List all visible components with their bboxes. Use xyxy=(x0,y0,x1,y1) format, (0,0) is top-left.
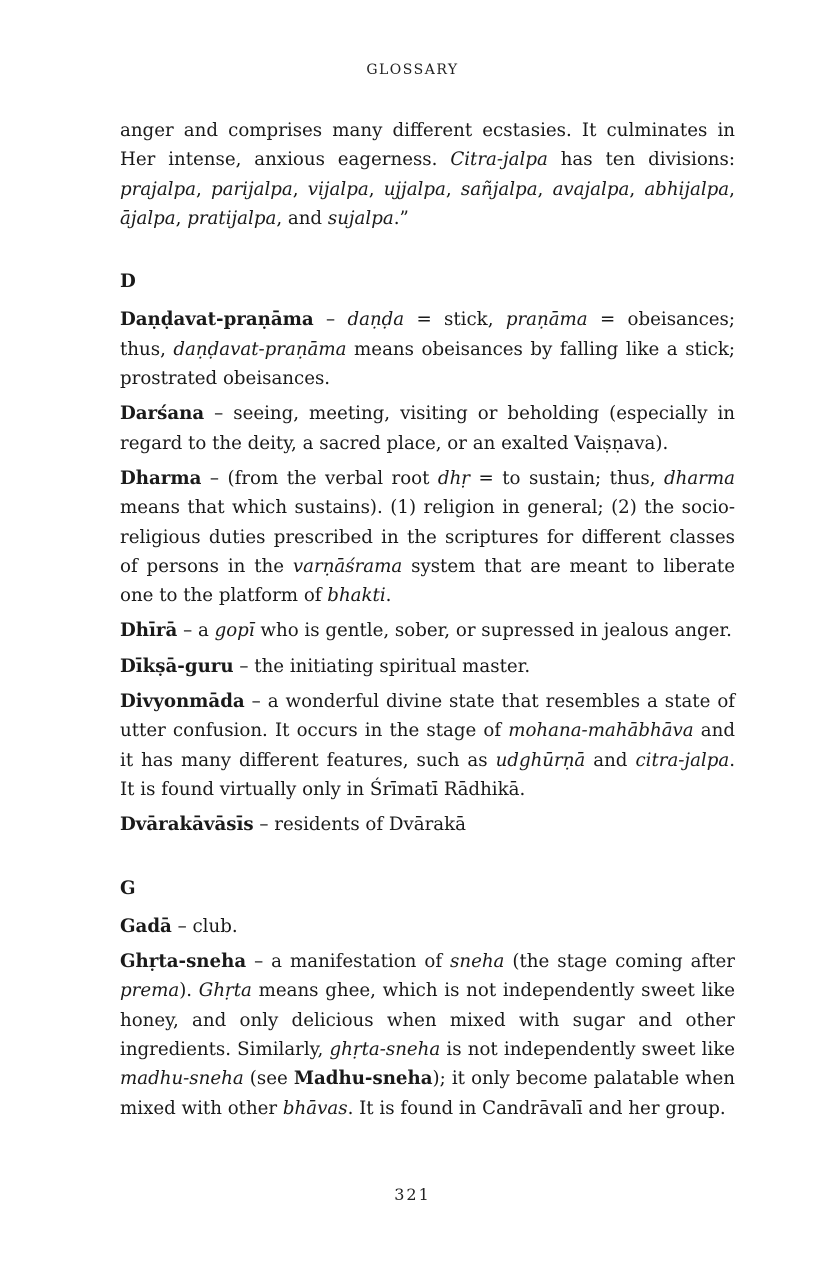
term-italic: mohana-mahābhāva xyxy=(508,720,694,742)
entry-ghrta-sneha xyxy=(120,947,735,1123)
text: means obeisances by falling like a stick; prostrated obeisances. xyxy=(120,338,735,390)
term-italic: bhāvas xyxy=(282,1097,348,1119)
term-italic: udghūrṇā xyxy=(495,749,586,771)
term-italic: madhu-sneha xyxy=(120,1068,244,1090)
term-italic: citra-jalpa xyxy=(635,749,730,771)
term-italic: gopī xyxy=(214,620,255,642)
term-italic: Ghṛta xyxy=(198,980,252,1002)
term-italic: parijalpa xyxy=(210,178,293,200)
page-number: 321 xyxy=(394,1185,431,1204)
text: , xyxy=(729,178,735,200)
text: (see xyxy=(243,1068,294,1090)
text: = stick, xyxy=(404,309,506,331)
text: – a xyxy=(177,620,215,642)
text: , xyxy=(175,207,188,229)
entry-dvarakavasis xyxy=(120,810,735,839)
term-italic: avajalpa xyxy=(552,178,630,200)
text: – (from the verbal root xyxy=(201,467,438,489)
term-italic: prajalpa xyxy=(120,178,196,200)
text: system that are meant to liberate one to the platform of xyxy=(120,555,735,607)
term-italic: pratijalpa xyxy=(187,207,277,229)
entry-term: Daṇḍavat-praṇāma xyxy=(120,309,314,331)
text: = to sustain; thus, xyxy=(469,467,665,489)
text: and it has many different features, such as xyxy=(120,720,735,771)
text: who is gentle, sober, or supressed in jealous anger. xyxy=(254,620,732,642)
entry-term: Dvārakāvāsīs xyxy=(120,814,254,836)
term-italic: sneha xyxy=(450,951,505,973)
intro-paragraph xyxy=(120,116,735,233)
text: has ten divisions: xyxy=(547,149,735,171)
term-italic: bhakti xyxy=(327,585,386,607)
term-italic: vijalpa xyxy=(307,178,369,200)
term-italic: daṇḍavat-praṇāma xyxy=(173,338,347,360)
entry-term: Gadā xyxy=(120,915,172,937)
term-italic: sujalpa xyxy=(327,207,394,229)
entry-term: Dharma xyxy=(120,467,202,489)
text: , xyxy=(629,178,645,200)
text: is not independently sweet like xyxy=(440,1039,736,1061)
term-italic: dhṛ xyxy=(437,467,470,489)
text: = obeisances; thus, xyxy=(120,309,735,360)
entry-term: Dīkṣā-guru xyxy=(120,655,234,677)
term-italic: ghṛta-sneha xyxy=(329,1039,441,1061)
entry-diksa-guru xyxy=(120,652,735,681)
section-letter-g: G xyxy=(120,877,136,899)
text: – a manifestation of xyxy=(246,951,451,973)
term-italic: daṇḍa xyxy=(347,309,405,331)
running-head: GLOSSARY xyxy=(366,62,459,78)
entry-divyonmada xyxy=(120,687,735,804)
text: . It is found in Candrāvalī and her group. xyxy=(347,1097,726,1119)
term-italic: Citra-jalpa xyxy=(450,149,548,171)
entry-dandavat-pranama xyxy=(120,305,735,393)
entry-term: Divyonmāda xyxy=(120,691,245,713)
text: . It is found virtually only in Śrīmatī Rādhikā. xyxy=(120,749,736,800)
text: ); it only become palatable when mixed with other xyxy=(120,1068,735,1119)
text: (the stage coming after xyxy=(504,951,735,973)
text: – the initiating spiritual master. xyxy=(233,655,531,677)
text: , xyxy=(292,178,308,200)
text: – residents of Dvārakā xyxy=(253,814,466,836)
text: , xyxy=(195,178,211,200)
entry-darsana xyxy=(120,399,735,458)
text: ). xyxy=(179,980,199,1002)
text: anger and comprises many different ecstasies. It culminates in Her intense, anxious eagerness. xyxy=(120,120,735,171)
entry-dhira xyxy=(120,616,735,645)
text: means ghee, which is not independently sweet like honey, and only delicious when mixed with sugar and other ingredients. Similarly, xyxy=(120,980,735,1061)
text: , xyxy=(537,178,553,200)
entry-term: Darśana xyxy=(120,403,205,425)
term-italic: sañjalpa xyxy=(460,178,538,200)
text: – club. xyxy=(171,915,238,937)
entry-term: Dhīrā xyxy=(120,620,178,642)
entry-term: Ghṛta-sneha xyxy=(120,951,247,973)
term-italic: abhijalpa xyxy=(644,178,730,200)
text: and xyxy=(585,749,636,771)
term-italic: varṇāśrama xyxy=(292,555,403,577)
term-italic: praṇāma xyxy=(505,309,588,331)
entry-gada xyxy=(120,912,735,941)
text: .” xyxy=(393,207,409,229)
term-italic: dharma xyxy=(664,467,735,489)
text: means that which sustains). (1) religion in general; (2) the socio-religious duties prescribed in the scriptures for different classes of persons in the xyxy=(120,497,735,577)
cross-reference: Madhu-sneha xyxy=(293,1068,433,1090)
term-italic: ujjalpa xyxy=(383,178,446,200)
text: – a wonderful divine state that resembles a state of utter confusion. It occurs in the stage of xyxy=(120,691,735,742)
text: – seeing, meeting, visiting or beholding (especially in regard to the deity, a sacred place, or an exalted Vaiṣṇava). xyxy=(120,403,735,454)
term-italic: prema xyxy=(120,980,180,1002)
text: , xyxy=(445,178,461,200)
glossary-content xyxy=(120,116,735,1129)
text: , and xyxy=(276,207,328,229)
section-letter-d: D xyxy=(120,271,136,293)
entry-dharma xyxy=(120,464,735,610)
text: , xyxy=(368,178,384,200)
text: – xyxy=(313,309,348,331)
text: . xyxy=(385,585,392,607)
term-italic: ājalpa xyxy=(120,207,176,229)
